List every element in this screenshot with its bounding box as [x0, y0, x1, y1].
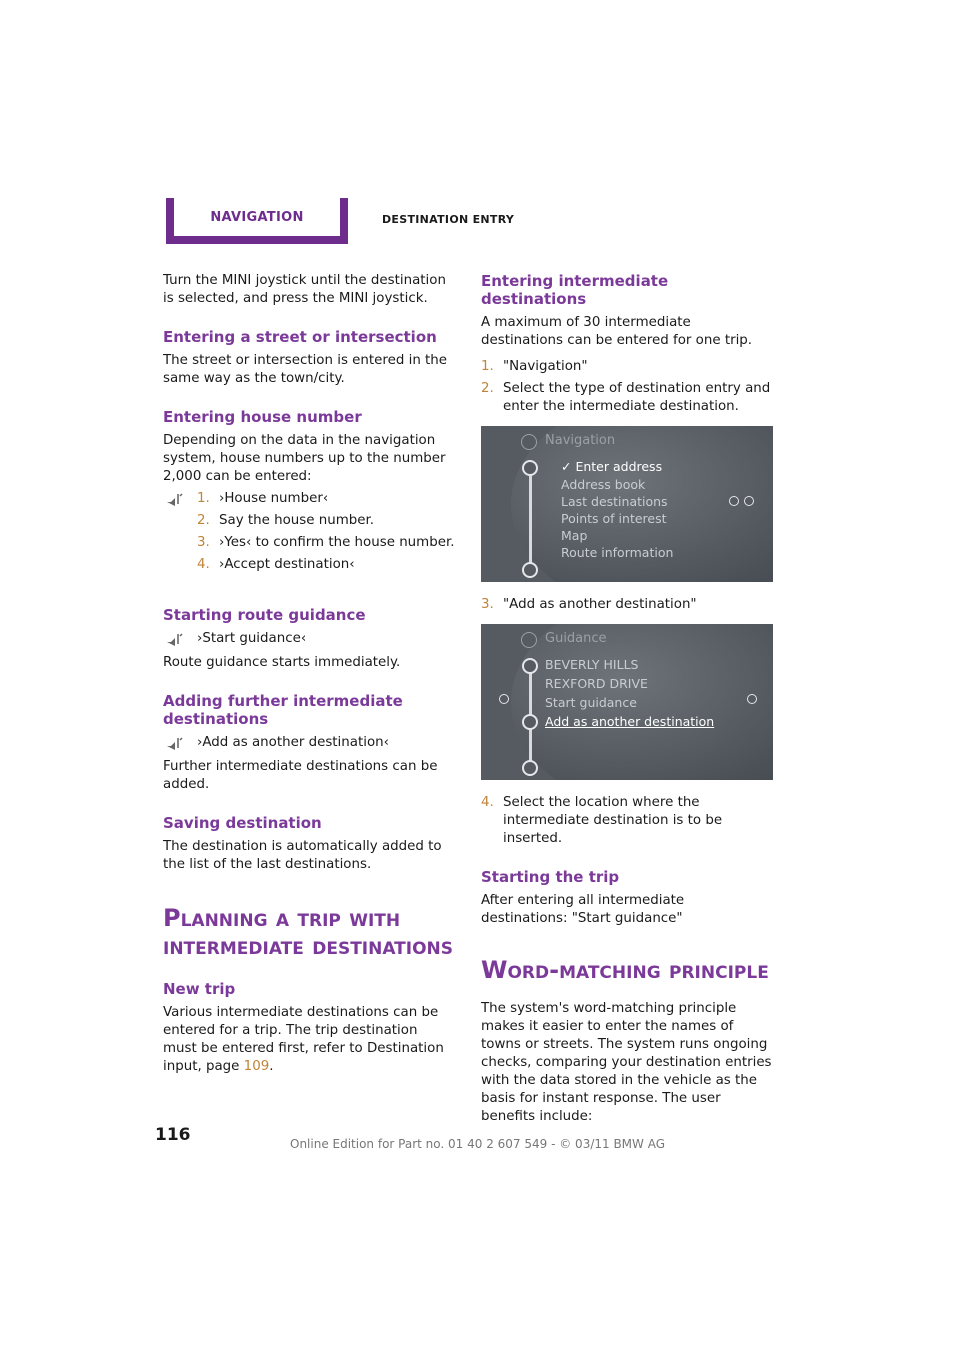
saving-heading: Saving destination — [163, 814, 322, 832]
menu-item: Add as another destination — [545, 714, 715, 729]
menu-item: BEVERLY HILLS — [545, 657, 639, 672]
menu-item: Route information — [561, 545, 674, 560]
house-text: Depending on the data in the navigation system, house numbers up to the number 2,000 can be entered: — [163, 433, 446, 484]
navigation-screenshot — [481, 426, 773, 582]
list-item: 4. ›Accept destination‹ — [197, 557, 355, 572]
newtrip-text: Various intermediate destinations can be entered for a trip. The trip destination must be entered first, refer to Destination input, page 109. — [163, 1005, 444, 1074]
voice-command-icon — [163, 630, 197, 648]
right-column — [481, 272, 773, 1134]
voice-command-icon — [163, 490, 197, 586]
list-item: 3. ›Yes‹ to confirm the house number. — [197, 535, 455, 550]
info-icon — [747, 694, 757, 704]
further-command: ›Add as another destination‹ — [197, 735, 389, 750]
back-icon — [499, 694, 509, 704]
route-heading: Starting route guidance — [163, 606, 366, 624]
voice-steps-house — [163, 490, 455, 586]
list-item: 3. "Add as another destination" — [481, 597, 697, 612]
house-heading: Entering house number — [163, 408, 362, 426]
menu-item: REXFORD DRIVE — [545, 676, 648, 691]
voice-command-further — [163, 734, 455, 752]
further-text: Further intermediate destinations can be added. — [163, 759, 438, 792]
word-text: The system's word-matching principle makes it easier to enter the names of towns or streets. The system runs ongoing checks, comparing your destination entries with the data stored in the vehicle as the basis for instant response. The user benefits include: — [481, 1001, 772, 1124]
page-number: 116 — [155, 1125, 191, 1145]
inter-heading: Entering intermediate destinations — [481, 272, 669, 308]
voice-command-icon — [163, 734, 197, 752]
newtrip-heading: New trip — [163, 980, 236, 998]
page-link[interactable]: 109 — [243, 1059, 270, 1074]
trip-heading: Starting the trip — [481, 868, 620, 886]
street-heading: Entering a street or intersection — [163, 328, 437, 346]
info-icon — [744, 496, 754, 506]
menu-item: Map — [561, 528, 588, 543]
further-heading: Adding further intermediate destinations — [163, 692, 403, 728]
list-item: 4. Select the location where the intermediate destination is to be inserted. — [481, 795, 723, 846]
edition-note: Online Edition for Part no. 01 40 2 607 549 - © 03/11 BMW AG — [290, 1137, 666, 1151]
route-command: ›Start guidance‹ — [197, 631, 307, 646]
intro-text: Turn the MINI joystick until the destination is selected, and press the MINI joystick. — [163, 273, 446, 306]
screen-title: Guidance — [545, 631, 607, 646]
screen-title: Navigation — [545, 433, 616, 448]
inter-text: A maximum of 30 intermediate destinations can be entered for one trip. — [481, 315, 753, 348]
menu-item: ✓ Enter address — [561, 459, 663, 474]
word-heading: Word-matching principle — [481, 956, 769, 984]
street-text: The street or intersection is entered in the same way as the town/city. — [163, 353, 448, 386]
menu-item: Start guidance — [545, 695, 637, 710]
plan-heading: Planning a trip with intermediate destinations — [163, 904, 454, 960]
info-icon — [521, 632, 537, 648]
arrow-icon — [729, 496, 739, 506]
info-icon — [521, 434, 537, 450]
list-item: 1. "Navigation" — [481, 359, 588, 374]
menu-item: Address book — [561, 477, 646, 492]
left-column — [163, 272, 455, 1084]
saving-text: The destination is automatically added to the list of the last destinations. — [163, 839, 442, 872]
list-item: 1. ›House number‹ — [197, 491, 329, 506]
guidance-screenshot — [481, 624, 773, 780]
voice-command-route — [163, 630, 455, 648]
chapter-title: NAVIGATION — [210, 209, 304, 225]
trip-text: After entering all intermediate destinations: "Start guidance" — [481, 893, 685, 926]
route-text: Route guidance starts immediately. — [163, 655, 401, 670]
section-title: DESTINATION ENTRY — [382, 213, 515, 226]
list-item: 2. Say the house number. — [197, 513, 375, 528]
list-item: 2. Select the type of destination entry and enter the intermediate destination. — [481, 381, 771, 414]
menu-item: Last destinations — [561, 494, 668, 509]
chapter-tab — [166, 198, 348, 244]
menu-item: Points of interest — [561, 511, 667, 526]
